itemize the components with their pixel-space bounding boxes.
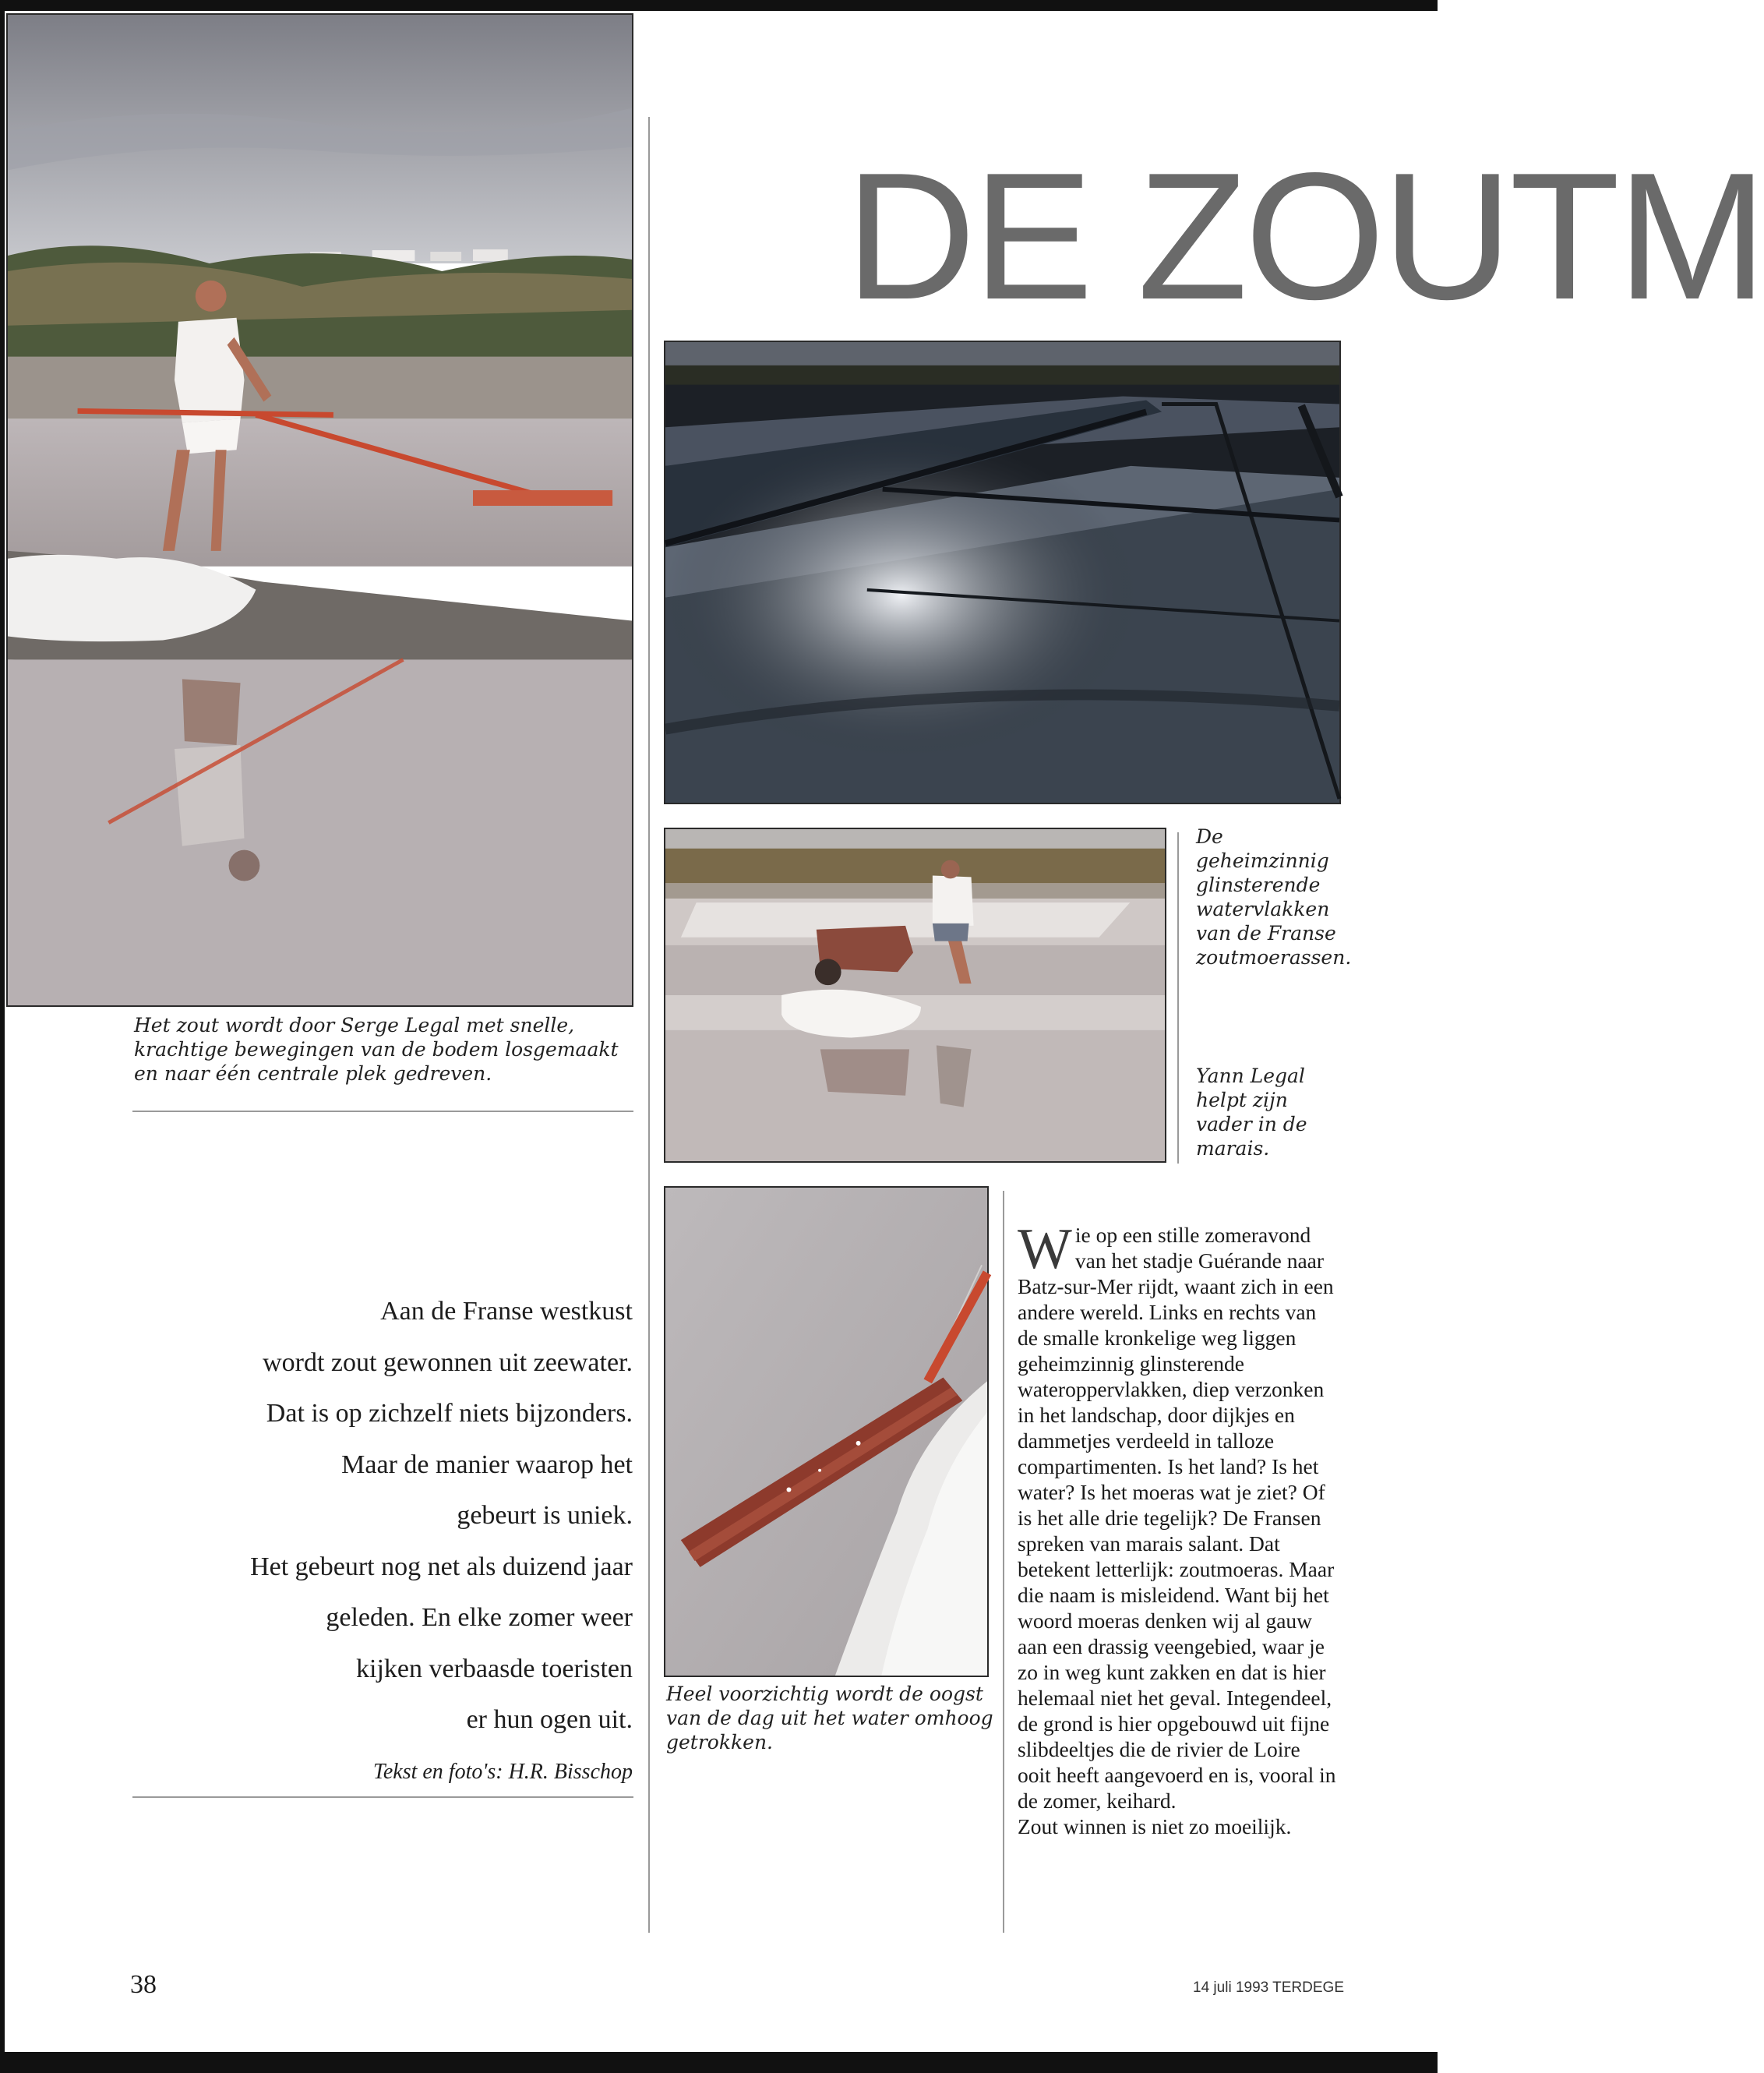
photo-wheelbarrow bbox=[664, 828, 1166, 1163]
article-body-text: ie op een stille zomeravond van het stadje Guérande naar Batz-sur-Mer rijdt, waant zich in een andere wereld. Links en rechts van de smalle kronkelige weg liggen geheimzinnig glinsterende wateroppervlakken, diep verzonken in het landschap, door dijkjes en dammetjes verdeeld in talloze compartimenten. Is het land? Is het water? Is het moeras wat je ziet? Of is het alle drie tegelijk? De Fransen spreken van marais salant. Dat betekent letterlijk: zoutmoeras. Maar die naam is misleidend. Want bij het woord moeras denken wij al gauw aan een drassig veengebied, waar je zo in weg kunt zakken en dat is hier helemaal niet het geval. Integendeel, de grond is hier opgebouwd uit fijne slibdeeltjes die de rivier de Loire ooit heeft aangevoerd en is, vooral in de zomer, keihard. bbox=[1018, 1223, 1336, 1813]
page-frame-left bbox=[0, 0, 5, 2073]
caption-wheelbarrow: Yann Legal helpt zijn vader in de marais. bbox=[1196, 1065, 1307, 1160]
intro-line: gebeurt is uniek. bbox=[457, 1501, 633, 1530]
issue-line: 14 juli 1993 TERDEGE bbox=[1193, 1979, 1344, 1996]
caption-salt-pans: De geheimzinnig glinsterende watervlakken van de Franse zoutmoerassen. bbox=[1196, 825, 1352, 969]
drop-cap: W bbox=[1018, 1217, 1072, 1281]
intro-text bbox=[125, 1286, 633, 1746]
intro-line: Aan de Franse westkust bbox=[380, 1297, 633, 1326]
page-frame-top bbox=[0, 0, 1438, 11]
column-rule-caption bbox=[1177, 832, 1179, 1164]
intro-line: wordt zout gewonnen uit zeewater. bbox=[263, 1347, 633, 1377]
column-rule-main bbox=[648, 117, 650, 1933]
photo-salt-closeup-image bbox=[665, 1188, 987, 1676]
photo-credit: Tekst en foto's: H.R. Bisschop bbox=[372, 1760, 633, 1784]
page-frame-bottom bbox=[0, 2052, 1438, 2073]
article-body-last-line: Zout winnen is niet zo moeilijk. bbox=[1018, 1814, 1292, 1838]
column-rule-body bbox=[1003, 1191, 1004, 1933]
caption-raking: Het zout wordt door Serge Legal met snelle, krachtige bewegingen van de bodem losgemaakt en naar één centrale plek gedreven. bbox=[134, 1014, 619, 1085]
photo-wheelbarrow-image bbox=[665, 829, 1165, 1161]
photo-salt-pans-image bbox=[665, 342, 1339, 803]
intro-line: Dat is op zichzelf niets bijzonders. bbox=[266, 1399, 633, 1428]
photo-salt-closeup bbox=[664, 1186, 989, 1677]
caption-salt-closeup: Heel voorzichtig wordt de oogst van de dag uit het water omhoog getrokken. bbox=[666, 1683, 993, 1753]
photo-raking bbox=[6, 13, 633, 1007]
page-number: 38 bbox=[130, 1970, 157, 1999]
article-body bbox=[1018, 1217, 1337, 1839]
intro-line: Maar de manier waarop het bbox=[341, 1450, 633, 1479]
photo-salt-pans bbox=[664, 341, 1341, 804]
intro-line: er hun ogen uit. bbox=[466, 1705, 633, 1734]
article-title: DE ZOUTM bbox=[845, 136, 1764, 337]
intro-line: kijken verbaasde toeristen bbox=[356, 1654, 633, 1683]
photo-raking-image bbox=[8, 15, 632, 1005]
intro-line: Het gebeurt nog net als duizend jaar bbox=[250, 1552, 633, 1581]
intro-line: geleden. En elke zomer weer bbox=[326, 1603, 633, 1632]
credit-rule bbox=[132, 1796, 633, 1798]
caption-rule-raking bbox=[132, 1111, 633, 1112]
